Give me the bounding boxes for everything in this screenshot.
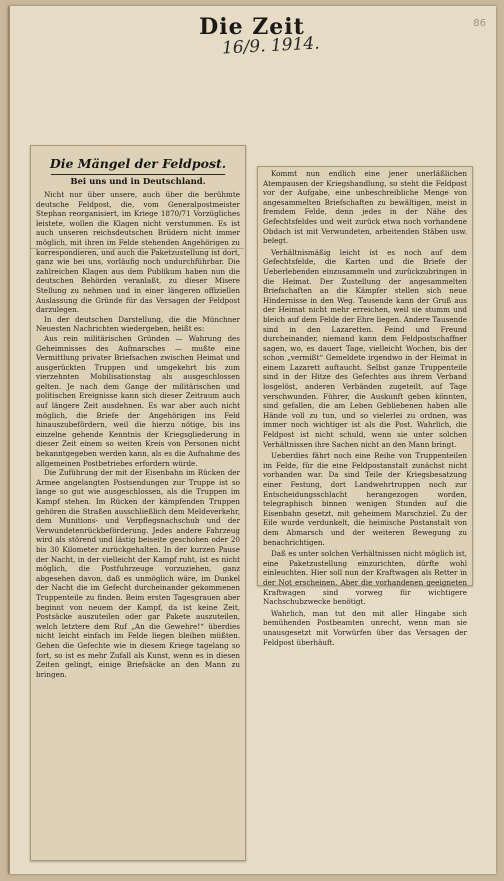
clipping-fold-line: [30, 248, 244, 249]
handwritten-date: 16/9. 1914.: [221, 33, 321, 59]
article-paragraph: Aus rein militärischen Gründen — Wahrung des Geheimnisses des Aufmarsches — mußte eine Vermittlung privater Briefsachen zwischen Heimat und ausgerückten Truppen und umgekehrt bis zum vierzehnten Mobilisationstag als ausgeschlossen gelten. Je nach dem Gange der militärischen und politischen Ereignisse kann sich dieser Zeitraum auch auf längere Zeit ausdehnen. Es war aber auch nicht möglich, die Briefe der Angehörigen ins Feld hinauszubefördern, weil die hierzu nötige, bis ins einzelne gehende Kenntnis der Kriegsgliederung in dieser Zeit einem so weiten Kreis von Personen nicht bekanntgegeben werden kann, als es die Aufnahme des allgemeinen Postbetriebes erfordern würde.: [36, 333, 240, 468]
article-paragraph: Wahrlich, man tut den mit aller Hingabe sich bemühenden Postbeamten unrecht, wenn man sie unausgesetzt mit Vorwürfen über das Versagen der Feldpost überhäuft.: [263, 608, 467, 647]
clipping-left-column: [30, 145, 246, 861]
article-paragraph: Kommt nun endlich eine jener unerläßlichen Atempausen der Kriegshandlung, so steht die Feldpost vor der Aufgabe, eine unbeschreibliche Menge von angesammelten Briefschaften zu bewältigen, meist in fremdem Felde, denn jedes in der Nähe des Gefechtsfeldes und weit zurück etwa noch vorhandene Obdach ist mit Verwundeten, arbeitenden Stäben usw. belegt.: [263, 169, 467, 246]
sheet-edge: [8, 6, 10, 874]
article-title: Die Mängel der Feldpost.: [49, 156, 227, 171]
title-rule: [51, 174, 225, 175]
article-subtitle: Bei uns und in Deutschland.: [70, 177, 206, 187]
article-paragraph: Verhältnismäßig leicht ist es noch auf dem Gefechtsfelde, die Karten und die Briefe der Ueberlebenden einzusammeln und zurückzubringen in die Heimat. Der Zustellung der angesammelten Briefschaften an die Kämpfer stellen sich neue Hindernisse in den Weg. Tausende kann der Gruß aus der Heimat nicht mehr erreichen, weil sie stumm und bleich auf dem Felde der Ehre liegen. Andere Tausende sind in den Lazaretten. Feind und Freund durcheinander, niemand kann dem Feldpostschaffner sagen, wo, es dauert Tage, vielleicht Wochen, bis der schon „vermißt“ Gemeldete irgendwo in der Heimat in einem Lazarett auftaucht. Selbst ganze Truppenteile sind in der Hitze des Gefechtes aus ihrem Verband losgelöst, anderen Verbänden zugeteilt, auf Tage verschwunden. Führer, die Auskunft geben könnten, sind gefallen, die am Leben Gebliebenen haben alle Hände voll zu tun, und so vielerlei zu ordnen, was immer noch wichtiger ist als die Post. Wahrlich, die Feldpost ist nicht schuld, wenn sie unter solchen Verhältnissen ihre Sachen nicht an den Mann bringt.: [263, 247, 467, 449]
newspaper-masthead: Die Zeit: [199, 14, 305, 40]
article-paragraph: In der deutschen Darstellung, die die Münchner Neuesten Nachrichten wiedergeben, heißt es:: [36, 314, 240, 334]
article-paragraph: Daß es unter solchen Verhältnissen nicht möglich ist, eine Paketzustellung einzurichten, dürfte wohl einleuchten. Hier soll nun der Kraftwagen als Retter in der Not erscheinen. Aber die vorhandenen geeigneten Kraftwagen sind vorweg für wichtigere Nachschubzwecke benötigt.: [263, 549, 467, 607]
article-paragraph: Nicht nur über unsere, auch über die berühmte deutsche Feldpost, die, vom Generalpostmeister Stephan reorganisiert, im Kriege 1870/71 Vorzügliches leistete, wollen die Klagen nicht verstummen. Es ist auch unseren reichsdeutschen Brüdern nicht immer möglich, mit ihren im Felde stehenden Angehörigen zu korrespondieren, und auch die Paketzustellung ist dort, ganz wie bei uns, vorläufig noch undurchführbar. Die zahlreichen Klagen aus dem Publikum haben nun die deutschen Behörden veranlaßt, zu dieser Misere Stellung zu nehmen und in einer längeren offiziellen Auslassung die Gründe für das Versagen der Feldpost darzulegen.: [36, 190, 240, 315]
page-number: 86: [473, 18, 486, 29]
clipping-right-column: [257, 166, 473, 647]
article-paragraph: Die Zuführung der mit der Eisenbahn im Rücken der Armee angelangten Postsendungen zur Truppe ist so lange so gut wie ausgeschlossen, als die Truppen im Kampf stehen. Im Rücken der kämpfenden Truppen gehören die Straßen ausschließlich dem Meldeverkehr, dem Munitions- und Verpflegsnachschub und der Verwundetenrückbeförderung. Jedes andere Fahrzeug wird als störend und lästig beiseite geschoben oder 20 bis 30 Kilometer zurückgehalten. In der kurzen Pause der Nacht, in der vielleicht der Kampf ruht, ist es nicht möglich, die Postfuhrzeuge vorzuziehen, ganz abgesehen davon, daß es unmöglich wäre, im Dunkel der Nacht die im Gefecht durcheinander gekommenen Truppenteile zu finden. Beim ersten Tagesgrauen aber beginnt von neuem der Kampf, da ist keine Zeit, Postsäcke auszuteilen oder gar Pakete auszuteilen, welch letztere dem Ruf „An die Gewehre!“ überdies nicht leicht einfach im Felde liegen bleiben müßten. Gehen die Gefechte wie in diesem Kriege tagelang so fort, so ist es mehr Zufall als Kunst, wenn es in diesen Zeiten gelingt, einige Briefsäcke an den Mann zu bringen.: [36, 468, 240, 679]
article-paragraph: Ueberdies fährt noch eine Reihe von Truppenteilen im Felde, für die eine Feldpostanstalt zunächst nicht vorhanden war. Da sind Teile der Kriegsbesatzung einer Festung, dort Landwehrtruppen noch zur Entscheidungsschlacht herangezogen worden, telegraphisch binnen wenigen Stunden auf die Eisenbahn gesetzt, mit geheimem Marschziel. Zu der Eile wurde verdunkelt, die heimische Postanstalt von dem Abmarsch und der weiteren Bewegung zu benachrichtigen.: [263, 451, 467, 547]
